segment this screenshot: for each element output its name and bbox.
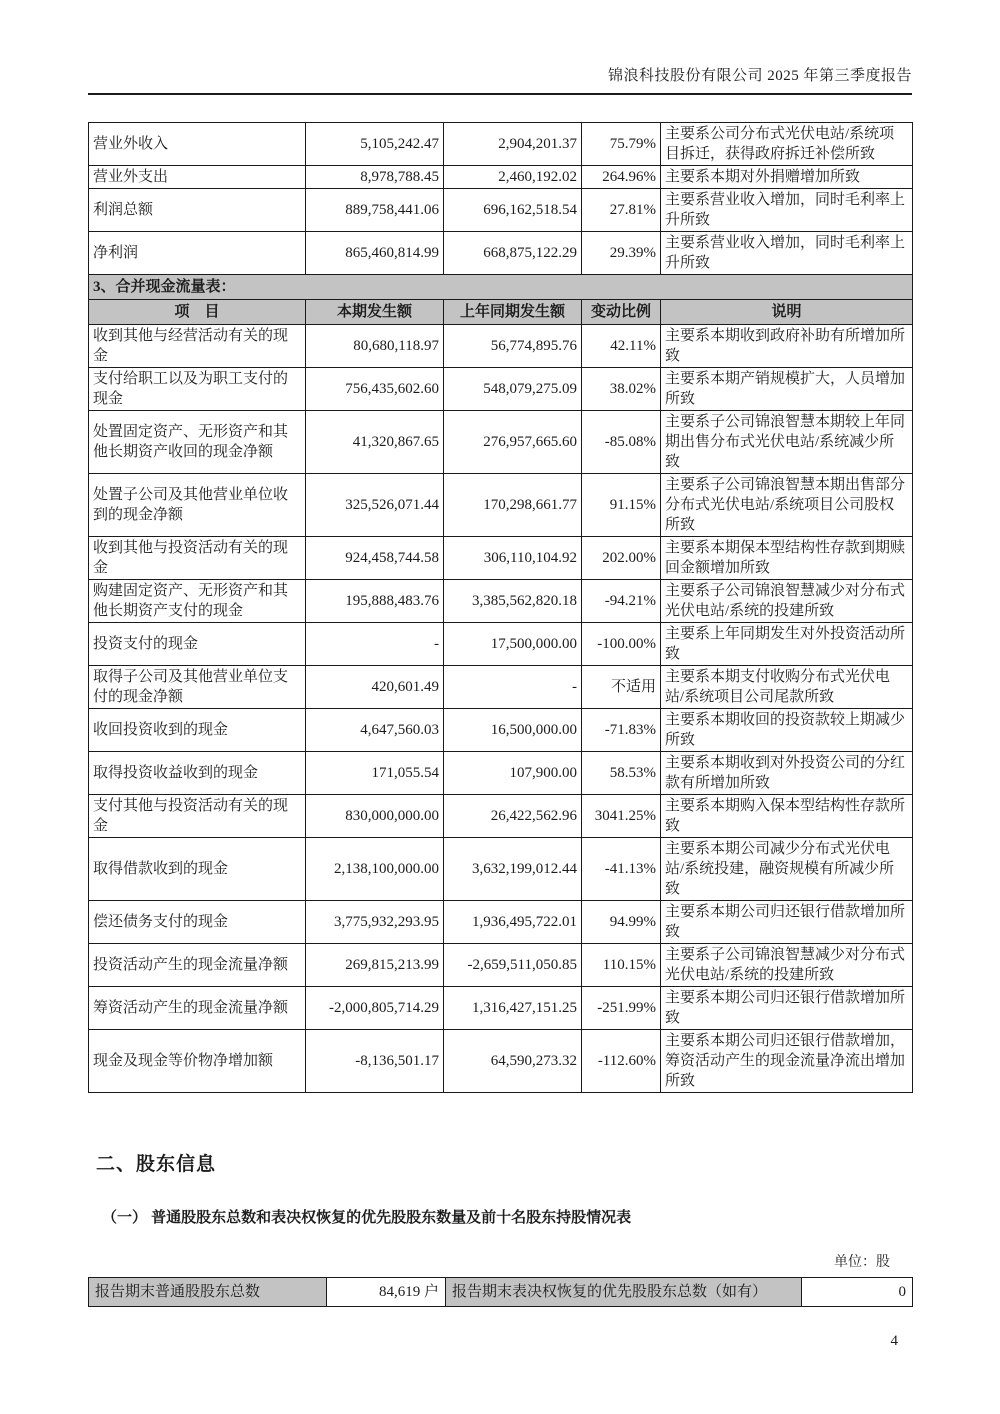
col-header-note: 说明 — [661, 300, 913, 325]
row-prior: - — [444, 666, 582, 709]
table-row — [89, 623, 913, 666]
section-heading-shareholders: 二、股东信息 — [96, 1154, 217, 1175]
row-note: 主要系上年同期发生对外投资活动所致 — [661, 623, 913, 666]
table-row — [89, 901, 913, 944]
table-row — [89, 666, 913, 709]
row-note: 主要系子公司锦浪智慧减少对分布式光伏电站/系统的投建所致 — [661, 580, 913, 623]
row-current: 420,601.49 — [306, 666, 444, 709]
row-current: 830,000,000.00 — [306, 795, 444, 838]
row-prior: 276,957,665.60 — [444, 411, 582, 474]
row-prior: 1,316,427,151.25 — [444, 987, 582, 1030]
row-prior: 1,936,495,722.01 — [444, 901, 582, 944]
row-note: 主要系子公司锦浪智慧本期出售部分分布式光伏电站/系统项目公司股权所致 — [661, 474, 913, 537]
row-note: 主要系本期公司减少分布式光伏电站/系统投建，融资规模有所减少所致 — [661, 838, 913, 901]
row-note: 主要系本期收到政府补助有所增加所致 — [661, 325, 913, 368]
row-current: 41,320,867.65 — [306, 411, 444, 474]
row-current: -2,000,805,714.29 — [306, 987, 444, 1030]
common-shareholders-value: 84,619 户 — [327, 1278, 446, 1307]
row-note: 主要系本期保本型结构性存款到期赎回金额增加所致 — [661, 537, 913, 580]
row-item: 处置固定资产、无形资产和其他长期资产收回的现金净额 — [89, 411, 306, 474]
row-note: 主要系营业收入增加，同时毛利率上升所致 — [661, 189, 913, 232]
row-item: 收回投资收到的现金 — [89, 709, 306, 752]
row-item: 营业外支出 — [89, 166, 306, 189]
row-note: 主要系本期收到对外投资公司的分红款有所增加所致 — [661, 752, 913, 795]
table-row — [89, 368, 913, 411]
row-current: 924,458,744.58 — [306, 537, 444, 580]
table-row — [89, 752, 913, 795]
row-change: 110.15% — [582, 944, 661, 987]
row-current: 269,815,213.99 — [306, 944, 444, 987]
col-header-prior: 上年同期发生额 — [444, 300, 582, 325]
row-prior: 56,774,895.76 — [444, 325, 582, 368]
row-prior: 2,460,192.02 — [444, 166, 582, 189]
row-note: 主要系本期公司归还银行借款增加所致 — [661, 901, 913, 944]
row-prior: 3,385,562,820.18 — [444, 580, 582, 623]
row-note: 主要系子公司锦浪智慧本期较上年同期出售分布式光伏电站/系统减少所致 — [661, 411, 913, 474]
table-row — [89, 987, 913, 1030]
row-prior: 170,298,661.77 — [444, 474, 582, 537]
table-row — [89, 537, 913, 580]
row-change: -112.60% — [582, 1030, 661, 1093]
row-item: 筹资活动产生的现金流量净额 — [89, 987, 306, 1030]
row-note: 主要系本期公司归还银行借款增加，筹资活动产生的现金流量净流出增加所致 — [661, 1030, 913, 1093]
preferred-shareholders-label: 报告期末表决权恢复的优先股股东总数（如有） — [446, 1278, 802, 1307]
table-row — [89, 411, 913, 474]
row-prior: 696,162,518.54 — [444, 189, 582, 232]
row-current: 4,647,560.03 — [306, 709, 444, 752]
row-item: 现金及现金等价物净增加额 — [89, 1030, 306, 1093]
row-change: 不适用 — [582, 666, 661, 709]
row-item: 取得借款收到的现金 — [89, 838, 306, 901]
cashflow-section-title: 3、合并现金流量表： — [89, 275, 913, 300]
row-change: 29.39% — [582, 232, 661, 275]
table-row — [89, 795, 913, 838]
row-item: 支付给职工以及为职工支付的现金 — [89, 368, 306, 411]
row-item: 投资支付的现金 — [89, 623, 306, 666]
row-note: 主要系子公司锦浪智慧减少对分布式光伏电站/系统的投建所致 — [661, 944, 913, 987]
row-change: -71.83% — [582, 709, 661, 752]
row-change: -251.99% — [582, 987, 661, 1030]
row-current: 80,680,118.97 — [306, 325, 444, 368]
table-row — [89, 944, 913, 987]
row-change: 27.81% — [582, 189, 661, 232]
row-current: 195,888,483.76 — [306, 580, 444, 623]
table-row — [89, 189, 913, 232]
row-note: 主要系本期对外捐赠增加所致 — [661, 166, 913, 189]
row-current: 889,758,441.06 — [306, 189, 444, 232]
row-current: 2,138,100,000.00 — [306, 838, 444, 901]
row-item: 购建固定资产、无形资产和其他长期资产支付的现金 — [89, 580, 306, 623]
table-row — [89, 709, 913, 752]
row-change: -100.00% — [582, 623, 661, 666]
table-row — [89, 123, 913, 166]
row-item: 收到其他与经营活动有关的现金 — [89, 325, 306, 368]
row-prior: -2,659,511,050.85 — [444, 944, 582, 987]
row-item: 利润总额 — [89, 189, 306, 232]
row-change: -41.13% — [582, 838, 661, 901]
row-prior: 26,422,562.96 — [444, 795, 582, 838]
row-note: 主要系公司分布式光伏电站/系统项目拆迁，获得政府拆迁补偿所致 — [661, 123, 913, 166]
row-note: 主要系本期收回的投资款较上期减少所致 — [661, 709, 913, 752]
table-row — [89, 580, 913, 623]
row-current: - — [306, 623, 444, 666]
table-row — [89, 1278, 913, 1307]
table-row — [89, 166, 913, 189]
row-note: 主要系本期产销规模扩大，人员增加所致 — [661, 368, 913, 411]
row-note: 主要系本期购入保本型结构性存款所致 — [661, 795, 913, 838]
row-prior: 16,500,000.00 — [444, 709, 582, 752]
row-prior: 107,900.00 — [444, 752, 582, 795]
row-item: 处置子公司及其他营业单位收到的现金净额 — [89, 474, 306, 537]
financial-tables — [88, 122, 913, 1093]
page-number: 4 — [890, 1333, 898, 1349]
row-item: 投资活动产生的现金流量净额 — [89, 944, 306, 987]
row-current: 756,435,602.60 — [306, 368, 444, 411]
table-row — [89, 474, 913, 537]
unit-label: 单位：股 — [834, 1255, 890, 1270]
common-shareholders-label: 报告期末普通股股东总数 — [89, 1278, 327, 1307]
report-header-title: 锦浪科技股份有限公司 2025 年第三季度报告 — [607, 68, 912, 84]
row-prior: 17,500,000.00 — [444, 623, 582, 666]
row-change: 3041.25% — [582, 795, 661, 838]
row-change: 94.99% — [582, 901, 661, 944]
subsection-heading-shareholder-table: （一） 普通股股东总数和表决权恢复的优先股股东数量及前十名股东持股情况表 — [102, 1209, 632, 1226]
cashflow-header-row — [89, 300, 913, 325]
cashflow-section-row — [89, 275, 913, 300]
preferred-shareholders-value: 0 — [802, 1278, 913, 1307]
row-item: 取得子公司及其他营业单位支付的现金净额 — [89, 666, 306, 709]
row-prior: 548,079,275.09 — [444, 368, 582, 411]
row-change: 58.53% — [582, 752, 661, 795]
row-prior: 668,875,122.29 — [444, 232, 582, 275]
row-item: 营业外收入 — [89, 123, 306, 166]
row-note: 主要系本期公司归还银行借款增加所致 — [661, 987, 913, 1030]
row-item: 支付其他与投资活动有关的现金 — [89, 795, 306, 838]
row-prior: 3,632,199,012.44 — [444, 838, 582, 901]
row-current: -8,136,501.17 — [306, 1030, 444, 1093]
table-row — [89, 232, 913, 275]
row-current: 865,460,814.99 — [306, 232, 444, 275]
table-row — [89, 325, 913, 368]
row-item: 取得投资收益收到的现金 — [89, 752, 306, 795]
row-change: 91.15% — [582, 474, 661, 537]
row-current: 325,526,071.44 — [306, 474, 444, 537]
row-prior: 2,904,201.37 — [444, 123, 582, 166]
row-prior: 64,590,273.32 — [444, 1030, 582, 1093]
row-note: 主要系本期支付收购分布式光伏电站/系统项目公司尾款所致 — [661, 666, 913, 709]
row-change: 42.11% — [582, 325, 661, 368]
row-change: 75.79% — [582, 123, 661, 166]
col-header-item: 项 目 — [89, 300, 306, 325]
row-change: 202.00% — [582, 537, 661, 580]
row-prior: 306,110,104.92 — [444, 537, 582, 580]
row-current: 171,055.54 — [306, 752, 444, 795]
shareholder-count-table — [88, 1277, 913, 1307]
row-current: 3,775,932,293.95 — [306, 901, 444, 944]
row-current: 5,105,242.47 — [306, 123, 444, 166]
row-item: 偿还债务支付的现金 — [89, 901, 306, 944]
table-row — [89, 838, 913, 901]
col-header-change: 变动比例 — [582, 300, 661, 325]
row-item: 净利润 — [89, 232, 306, 275]
row-note: 主要系营业收入增加，同时毛利率上升所致 — [661, 232, 913, 275]
row-change: 38.02% — [582, 368, 661, 411]
row-item: 收到其他与投资活动有关的现金 — [89, 537, 306, 580]
row-change: 264.96% — [582, 166, 661, 189]
header-divider — [88, 93, 912, 95]
row-change: -85.08% — [582, 411, 661, 474]
col-header-current: 本期发生额 — [306, 300, 444, 325]
table-row — [89, 1030, 913, 1093]
row-change: -94.21% — [582, 580, 661, 623]
row-current: 8,978,788.45 — [306, 166, 444, 189]
